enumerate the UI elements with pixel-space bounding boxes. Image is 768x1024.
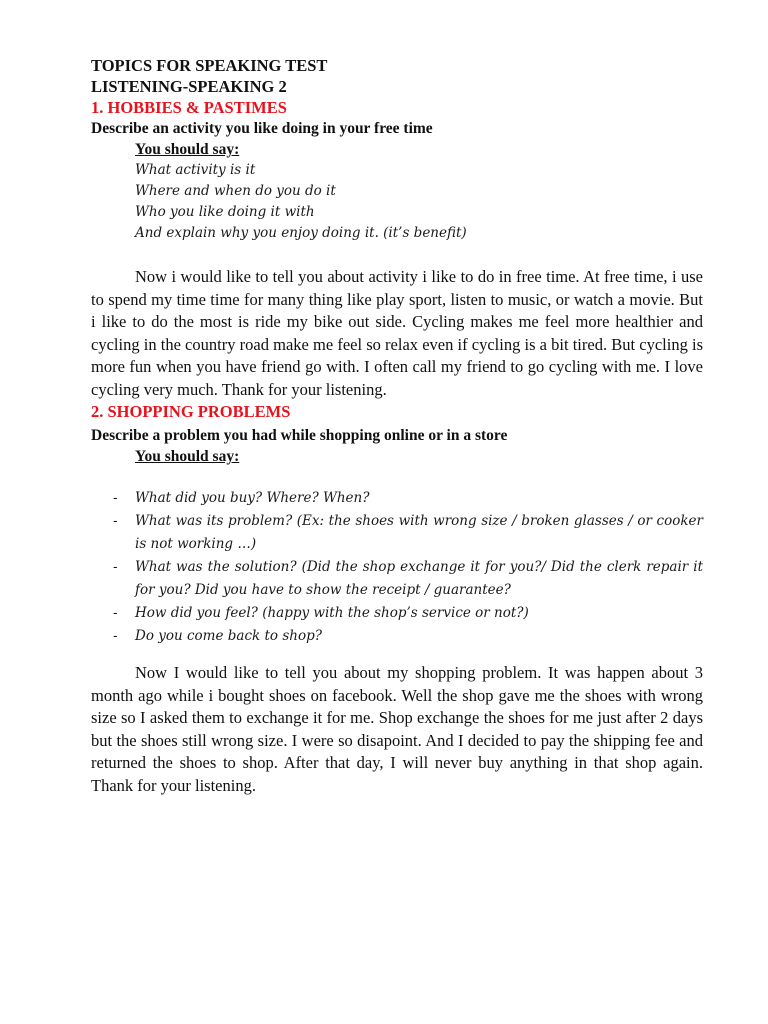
document-title: TOPICS FOR SPEAKING TEST: [91, 56, 328, 75]
section-1-prompt: And explain why you enjoy doing it. (it’s benefit): [135, 225, 467, 241]
section-2-bullet: [91, 510, 703, 556]
section-1-prompt: Where and when do you do it: [135, 183, 336, 199]
section-2-describe: Describe a problem you had while shopping online or in a store: [91, 427, 508, 444]
section-2-bullet: [91, 556, 703, 602]
bullet-text: What did you buy? Where? When?: [135, 490, 370, 506]
document-subtitle: LISTENING-SPEAKING 2: [91, 77, 287, 96]
bullet-dash: -: [113, 628, 118, 644]
bullet-text: Do you come back to shop?: [135, 628, 322, 644]
section-1-prompt: Who you like doing it with: [135, 204, 315, 220]
section-2-bullet: [91, 625, 703, 648]
bullet-text: How did you feel? (happy with the shop’s service or not?): [135, 605, 529, 621]
section-1-answer: Now i would like to tell you about activity i like to do in free time. At free time, i use to spend my time time for many thing like play sport, listen to music, or watch a movie. But i like to do the most is ride my bike out side. Cycling makes me feel more healthier and cycling in the country road make me feel so relax even if cycling is a bit tired. But cycling is more fun when you have friend go with. I often call my friend to go cycling with me. I love cycling very much. Thank for your listening.: [91, 267, 703, 399]
section-1-prompt: What activity is it: [135, 162, 256, 178]
bullet-text: What was its problem? (Ex: the shoes with wrong size / broken glasses / or cooker is not working …): [135, 513, 703, 552]
bullet-dash: -: [113, 605, 118, 621]
section-2-bullet-list: [91, 487, 703, 648]
bullet-dash: -: [113, 513, 118, 529]
document-page: [91, 55, 703, 797]
bullet-dash: -: [113, 559, 118, 575]
bullet-text: What was the solution? (Did the shop exchange it for you?/ Did the clerk repair it for you? Did you have to show the receipt / guarantee?: [135, 559, 703, 598]
section-2-you-should-say: You should say:: [135, 448, 240, 465]
section-2-heading: 2. SHOPPING PROBLEMS: [91, 402, 291, 421]
section-1-you-should-say: You should say:: [135, 141, 240, 158]
bullet-dash: -: [113, 490, 118, 506]
section-1-describe: Describe an activity you like doing in your free time: [91, 120, 433, 137]
section-1-heading: 1. HOBBIES & PASTIMES: [91, 98, 287, 117]
section-2-bullet: [91, 487, 703, 510]
section-2-answer: Now I would like to tell you about my shopping problem. It was happen about 3 month ago while i bought shoes on facebook. Well the shop gave me the shoes with wrong size so I asked them to exchange it for me. Shop exchange the shoes for me just after 2 days but the shoes still wrong size. I were so disapoint. And I decided to pay the shipping fee and returned the shoes to shop. After that day, I will never buy anything in that shop again. Thank for your listening.: [91, 663, 703, 795]
section-2-bullet: [91, 602, 703, 625]
